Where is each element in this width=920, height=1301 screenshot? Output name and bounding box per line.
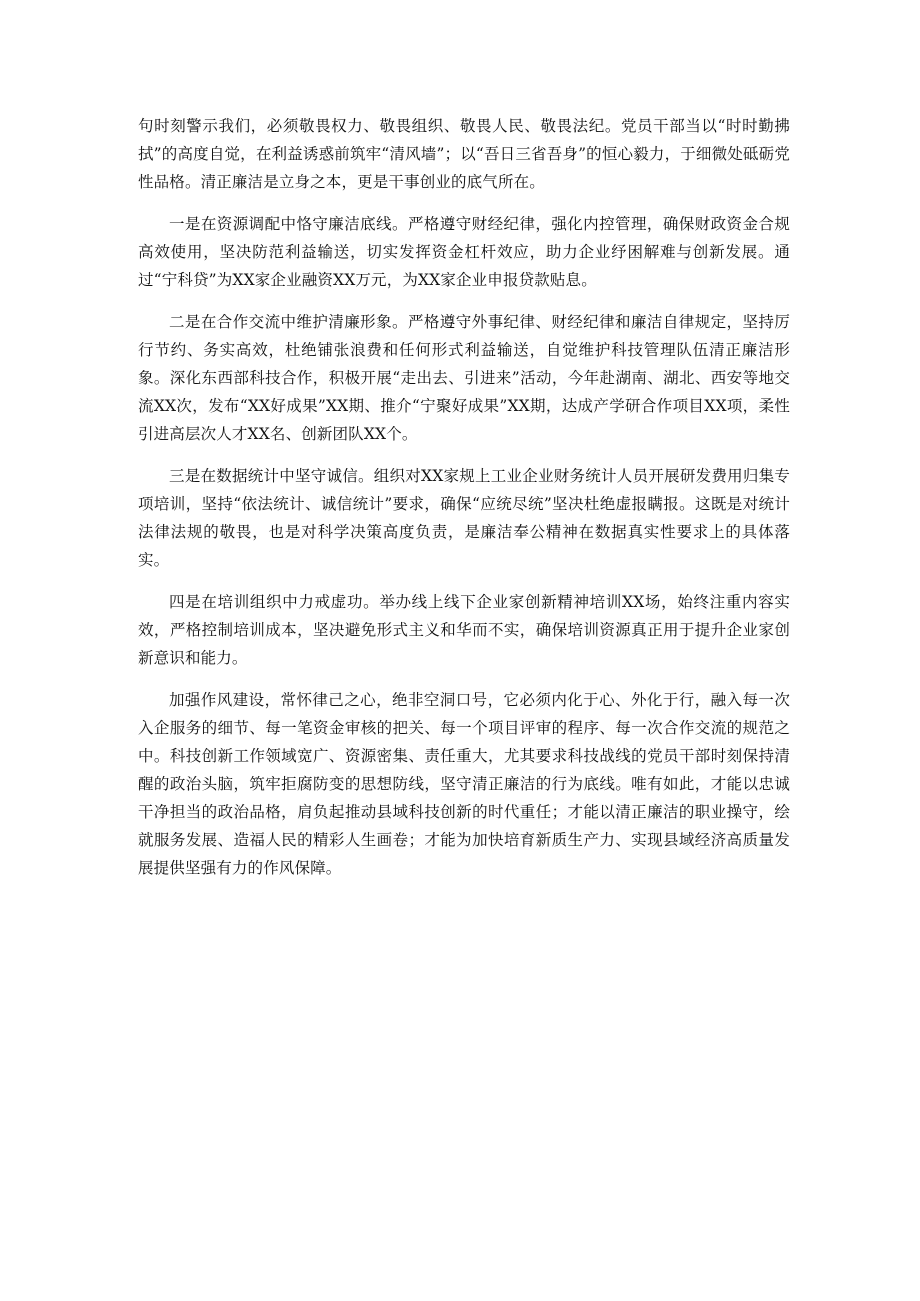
paragraph-point-four: 四是在培训组织中力戒虚功。举办线上线下企业家创新精神培训XX场，始终注重内容实效，严格控制培训成本，坚决避免形式主义和华而不实，确保培训资源真正用于提升企业家创新意识和能力。 [138,593,790,667]
paragraph-point-one: 一是在资源调配中恪守廉洁底线。严格遵守财经纪律，强化内控管理，确保财政资金合规高效使用，坚决防范利益输送，切实发挥资金杠杆效应，助力企业纾困解难与创新发展。通过“宁科贷”为XX家企业融资XX万元，为XX家企业申报贷款贴息。 [138,215,790,289]
paragraph-conclusion: 加强作风建设，常怀律己之心，绝非空洞口号，它必须内化于心、外化于行，融入每一次入企服务的细节、每一笔资金审核的把关、每一个项目评审的程序、每一次合作交流的规范之中。科技创新工作领域宽广、资源密集、责任重大，尤其要求科技战线的党员干部时刻保持清醒的政治头脑，筑牢拒腐防变的思想防线，坚守清正廉洁的行为底线。唯有如此，才能以忠诚干净担当的政治品格，肩负起推动县域科技创新的时代重任；才能以清正廉洁的职业操守，绘就服务发展、造福人民的精彩人生画卷；才能为加快培育新质生产力、实现县域经济高质量发展提供坚强有力的作风保障。 [138,691,790,877]
paragraph-point-three: 三是在数据统计中坚守诚信。组织对XX家规上工业企业财务统计人员开展研发费用归集专项培训，坚持“依法统计、诚信统计”要求，确保“应统尽统”坚决杜绝虚报瞒报。这既是对统计法律法规的敬畏，也是对科学决策高度负责，是廉洁奉公精神在数据真实性要求上的具体落实。 [138,467,790,569]
document-body [138,112,790,896]
paragraph-continuation: 句时刻警示我们，必须敬畏权力、敬畏组织、敬畏人民、敬畏法纪。党员干部当以“时时勤拂拭”的高度自觉，在利益诱惑前筑牢“清风墙”；以“吾日三省吾身”的恒心毅力，于细微处砥砺党性品格。清正廉洁是立身之本，更是干事创业的底气所在。 [138,117,790,191]
paragraph-point-two: 二是在合作交流中维护清廉形象。严格遵守外事纪律、财经纪律和廉洁自律规定，坚持厉行节约、务实高效，杜绝铺张浪费和任何形式利益输送，自觉维护科技管理队伍清正廉洁形象。深化东西部科技合作，积极开展“走出去、引进来”活动，今年赴湖南、湖北、西安等地交流XX次，发布“XX好成果”XX期、推介“宁聚好成果”XX期，达成产学研合作项目XX项，柔性引进高层次人才XX名、创新团队XX个。 [138,313,790,443]
